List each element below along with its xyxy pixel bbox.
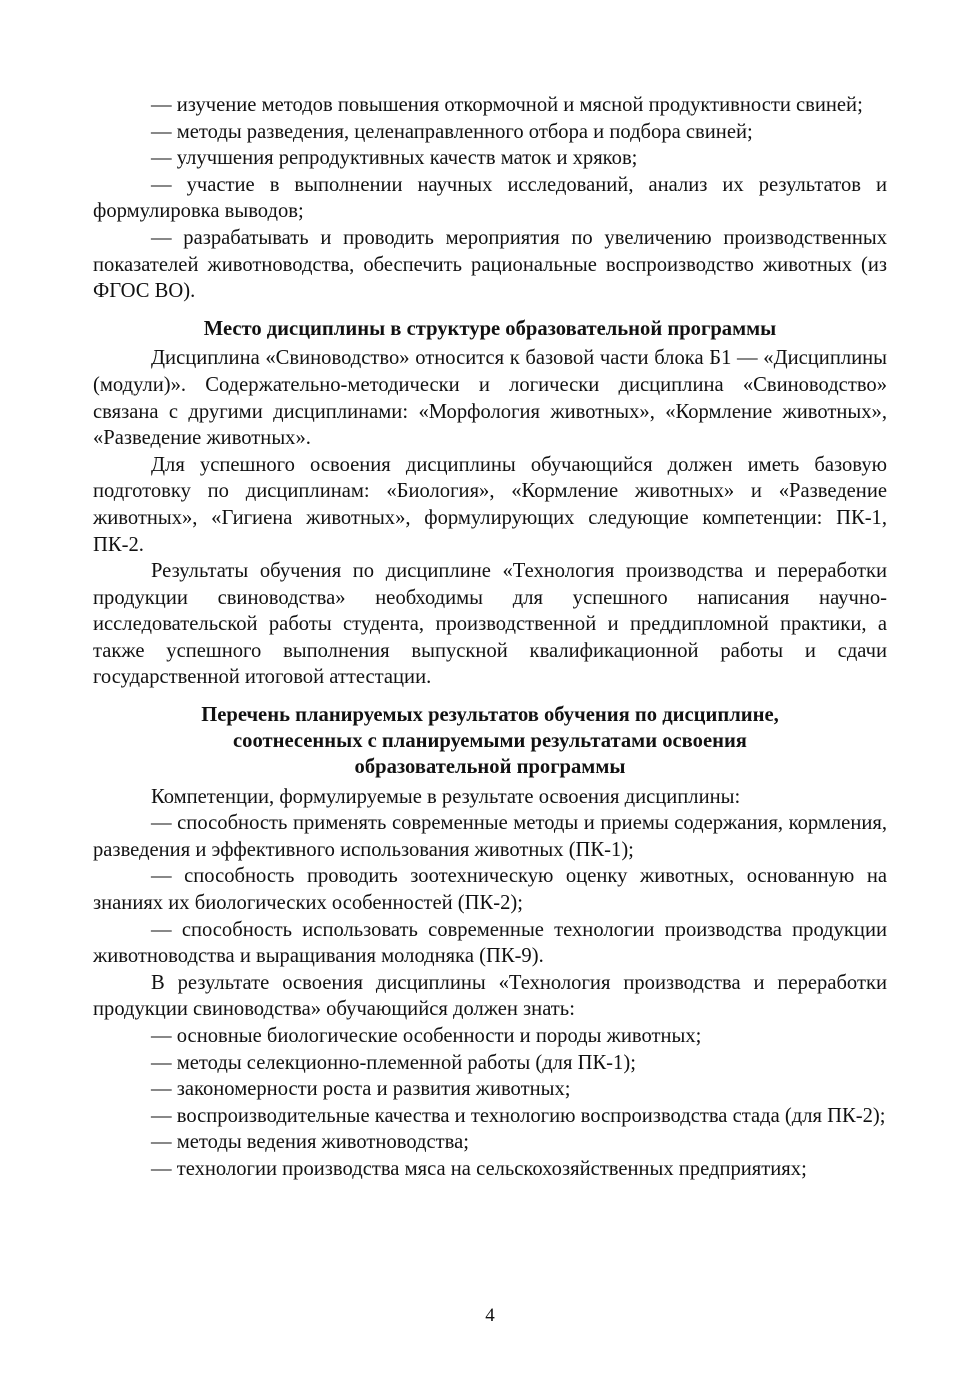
- section-heading-learning-outcomes: [93, 702, 887, 781]
- section-objectives-list: [93, 92, 887, 305]
- section-discipline-place: [93, 345, 887, 691]
- paragraph: Результаты обучения по дисциплине «Технология производства и переработки продукции свиноводства» необходимы для успешного написания научно-исследовательской работы студента, производственной и преддипломной практики, а также успешного выполнения выпускной квалификационной работы и сдачи государственной итоговой аттестации.: [93, 560, 887, 689]
- list-item: — разрабатывать и проводить мероприятия по увеличению производственных показателей животноводства, обеспечить рациональные воспроизводство животных (из ФГОС ВО).: [93, 226, 887, 303]
- heading-line: образовательной программы: [354, 756, 626, 779]
- knowledge-intro: В результате освоения дисциплины «Технология производства и переработки продукции свиноводства» обучающийся должен знать:: [93, 971, 887, 1021]
- list-item: — воспроизводительные качества и технологию воспроизводства стада (для ПК-2);: [151, 1104, 886, 1127]
- list-item: — методы селекционно-племенной работы (для ПК-1);: [151, 1051, 636, 1074]
- list-item: — способность применять современные методы и приемы содержания, кормления, разведения и эффективного использования животных (ПК-1);: [93, 812, 887, 861]
- list-item: — закономерности роста и развития животных;: [151, 1078, 571, 1101]
- paragraph: Дисциплина «Свиноводство» относится к базовой части блока Б1 — «Дисциплины (модули)». Содержательно-методически и логически дисциплина «Свиноводство» связана с другими дисциплинами: «Морфология животных», «Кормление животных», «Разведение животных».: [93, 347, 887, 450]
- heading-line: Перечень планируемых результатов обучения по дисциплине,: [201, 704, 779, 727]
- list-item: — улучшения репродуктивных качеств маток и хряков;: [151, 147, 638, 170]
- list-item: — технологии производства мяса на сельскохозяйственных предприятиях;: [151, 1157, 807, 1180]
- page-body: [93, 92, 887, 1183]
- competencies-intro: Компетенции, формулируемые в результате освоения дисциплины:: [151, 785, 741, 808]
- list-item: — изучение методов повышения откормочной и мясной продуктивности свиней;: [151, 94, 863, 116]
- list-item: — методы разведения, целенаправленного отбора и подбора свиней;: [151, 120, 753, 143]
- section-learning-outcomes: [93, 784, 887, 1183]
- section-heading-discipline-place: Место дисциплины в структуре образовательной программы: [203, 317, 777, 340]
- paragraph: Для успешного освоения дисциплины обучающийся должен иметь базовую подготовку по дисциплинам: «Биология», «Кормление животных» и «Разведение животных», «Гигиена животных», формулирующих следующие компетенции: ПК-1, ПК-2.: [93, 453, 887, 556]
- heading-line: соотнесенных с планируемыми результатами освоения: [233, 730, 747, 753]
- list-item: — способность проводить зоотехническую оценку животных, основанную на знаниях их биологических особенностей (ПК-2);: [93, 865, 887, 915]
- page-number: 4: [485, 1305, 495, 1326]
- list-item: — методы ведения животноводства;: [151, 1131, 469, 1154]
- list-item: — участие в выполнении научных исследований, анализ их результатов и формулировка выводов;: [93, 173, 887, 223]
- list-item: — основные биологические особенности и породы животных;: [151, 1025, 702, 1048]
- list-item: — способность использовать современные технологии производства продукции животноводства и выращивания молодняка (ПК-9).: [93, 918, 887, 968]
